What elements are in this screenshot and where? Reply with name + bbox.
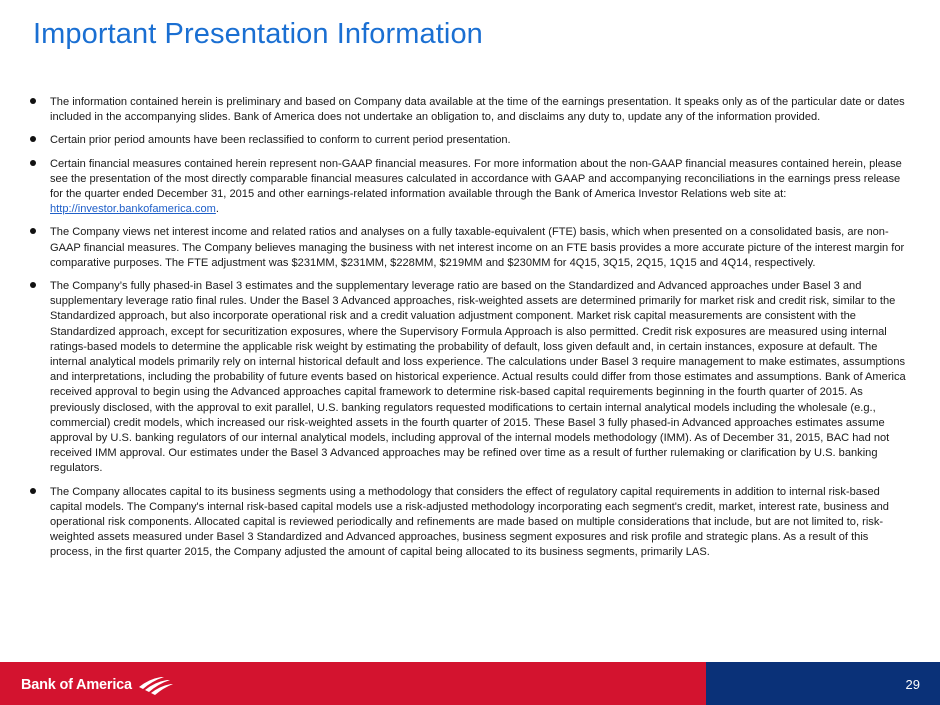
bullet-item	[30, 133, 910, 148]
page-title: Important Presentation Information	[33, 18, 483, 50]
bullet-text: The information contained herein is preliminary and based on Company data available at the time of the earnings presentation. It speaks only as of the particular date or dates included in the accompanying slides. Bank of America does not undertake an obligation to, and disclaims any duty to, update any of the information provided.	[50, 96, 905, 124]
bullet-dot-icon	[30, 136, 36, 142]
bullet-dot-icon	[30, 282, 36, 288]
footer-blue-band	[706, 662, 940, 705]
bullet-item	[30, 485, 910, 561]
bullet-list	[30, 95, 910, 569]
link-suffix: .	[215, 203, 219, 216]
bullet-dot-icon	[30, 228, 36, 234]
bank-logo	[21, 675, 173, 695]
investor-relations-link[interactable]: http://investor.bankofamerica.com	[50, 203, 216, 216]
bullet-item	[30, 157, 910, 218]
bullet-item	[30, 95, 910, 125]
bullet-text: Certain prior period amounts have been reclassified to conform to current period presentation.	[50, 134, 511, 147]
footer-bar	[0, 662, 940, 705]
bullet-text: The Company’s fully phased-in Basel 3 estimates and the supplementary leverage ratio are based on the Standardized and Advanced approaches under Basel 3 and supplementary leverage ratio final rules. Under the Basel 3 Advanced approaches, risk-weighted assets are determined primarily for market risk and credit risk, similar to the Standardized approach, but also incorporate operational risk and a credit valuation adjustment component. Market risk capital measurements are consistent with the Standardized approach, except for securitization exposures, where the Supervisory Formula Approach is also permitted. Credit risk exposures are measured using internal ratings-based models to determine the applicable risk weight by estimating the probability of default, loss given default and, in certain instances, exposure at default. The internal analytical models primarily rely on internal historical default and loss experience. The calculations under Basel 3 require management to make estimates, assumptions and interpretations, including the probability of future events based on historical experience. Actual results could differ from those estimates and assumptions. Bank of America received approval to begin using the Advanced approaches capital framework to determine risk-based capital requirements beginning in the fourth quarter of 2015. As previously disclosed, with the approval to exit parallel, U.S. banking regulators requested modifications to certain internal analytical models including the wholesale (e.g., commercial) credit models, which increased our risk-weighted assets in the fourth quarter of 2015. These Basel 3 fully phased-in Advanced approaches estimates assume approval by U.S. banking regulators of our internal analytical models, including approval of the internal models methodology (IMM). As of December 31, 2015, BAC had not received IMM approval. Our estimates under the Basel 3 Advanced approaches may be refined over time as a result of further rulemaking or clarification by U.S. banking regulators.	[50, 280, 906, 475]
logo-text: Bank of America	[21, 677, 132, 693]
page-number: 29	[905, 677, 920, 692]
bullet-text: Certain financial measures contained herein represent non-GAAP financial measures. For more information about the non-GAAP financial measures contained herein, please see the presentation of the most directly comparable financial measures calculated in accordance with GAAP and accompanying reconciliations in the earnings press release for the quarter ended December 31, 2015 and other earnings-related information available through the Bank of America Investor Relations web site at:	[50, 157, 902, 201]
bullet-text: The Company views net interest income and related ratios and analyses on a fully taxable-equivalent (FTE) basis, which when presented on a consolidated basis, are non-GAAP financial measures. The Company believes managing the business with net interest income on an FTE basis provides a more accurate picture of the interest margin for comparative purposes. The FTE adjustment was $231MM, $231MM, $228MM, $219MM and $230MM for 4Q15, 3Q15, 2Q15, 1Q15 and 4Q14, respectively.	[50, 226, 905, 269]
bullet-dot-icon	[30, 160, 36, 166]
bullet-text: The Company allocates capital to its business segments using a methodology that considers the effect of regulatory capital requirements in addition to internal risk-based capital models. The Company's internal risk-based capital models use a risk-adjusted methodology incorporating each segment's credit, market, interest rate, business and operational risk components. Allocated capital is reviewed periodically and refinements are made based on multiple considerations that include, but are not limited to, risk-weighted assets measured under Basel 3 Standardized and Advanced approaches, business segment exposures and risk profile and strategic plans. As a result of this process, in the first quarter 2015, the Company adjusted the amount of capital being allocated to its business segments, primarily LAS.	[50, 485, 889, 559]
bullet-item	[30, 225, 910, 271]
bullet-dot-icon	[30, 98, 36, 104]
bullet-item	[30, 279, 910, 477]
footer-red-band	[0, 662, 706, 705]
flag-icon	[137, 675, 173, 695]
bullet-dot-icon	[30, 488, 36, 494]
